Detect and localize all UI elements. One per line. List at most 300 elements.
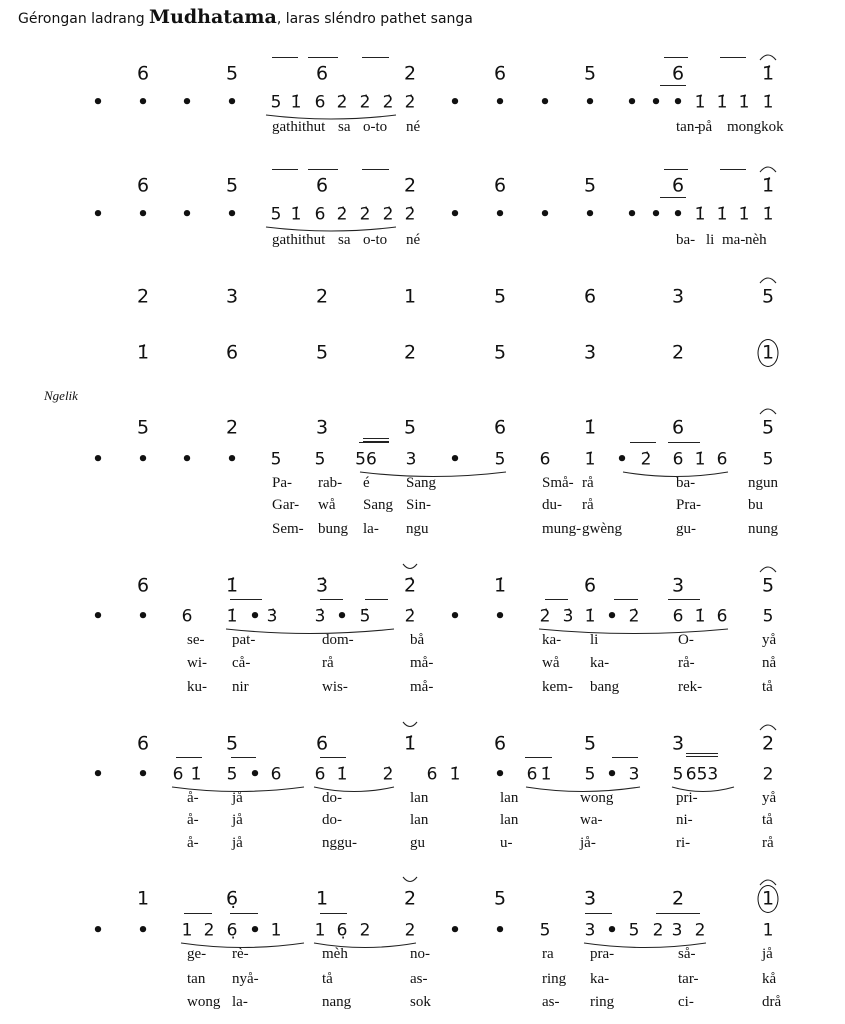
rest-dot: • xyxy=(672,204,684,225)
lyric-syllable: cå- xyxy=(232,655,251,671)
lyric-syllable: ring xyxy=(542,971,567,987)
beam-line xyxy=(320,599,343,600)
beam-line xyxy=(525,757,552,758)
gong-arch xyxy=(760,725,776,730)
balungan-note: 2 xyxy=(671,887,685,910)
balungan-note: 5 xyxy=(583,174,597,197)
balungan-note: 6 xyxy=(136,174,150,197)
lyric-syllable: drå xyxy=(762,994,782,1010)
balungan-note: 6 xyxy=(493,174,507,197)
lyric-syllable: ngun xyxy=(748,475,778,491)
vocal-note: 3̇ xyxy=(266,606,278,627)
slur-mark xyxy=(266,227,396,231)
lyric-syllable: tå xyxy=(322,971,333,987)
vocal-note: 1̇ xyxy=(449,764,461,785)
rest-dot: • xyxy=(584,92,596,113)
lyric-syllable: O- xyxy=(678,632,694,648)
lyric-syllable: Pa- xyxy=(272,475,292,491)
lyric-syllable: tan- xyxy=(676,119,700,135)
lyric-syllable: jå- xyxy=(580,835,596,851)
lyric-syllable: ring xyxy=(590,994,615,1010)
balungan-note: 3 xyxy=(671,574,685,597)
rest-dot: • xyxy=(92,449,104,470)
vocal-note: 6 xyxy=(426,764,438,785)
beam-line xyxy=(660,85,686,86)
lyric-syllable: bang xyxy=(590,679,620,695)
vocal-note: 1 xyxy=(181,920,193,941)
lyric-syllable: o-to xyxy=(363,119,388,135)
lyric-syllable: wå xyxy=(318,497,336,513)
beam-line xyxy=(612,757,638,758)
balungan-note: 5 xyxy=(225,174,239,197)
beam-line xyxy=(545,599,568,600)
balungan-note: 5 xyxy=(403,416,417,439)
lyric-syllable: ku- xyxy=(187,679,207,695)
balungan-note: 1̇ xyxy=(136,341,150,364)
vocal-note: 5̇ xyxy=(359,606,371,627)
lyric-syllable: rek- xyxy=(678,679,703,695)
lyric-syllable: sok xyxy=(410,994,431,1010)
rest-dot: • xyxy=(137,449,149,470)
gong-arch xyxy=(760,409,776,414)
vocal-note: 2 xyxy=(694,920,706,941)
rest-dot: • xyxy=(92,920,104,941)
rest-dot: • xyxy=(92,764,104,785)
lyric-syllable: as- xyxy=(410,971,428,987)
lyric-syllable: la- xyxy=(363,521,379,537)
balungan-note: 6 xyxy=(315,62,329,85)
vocal-note: 2̇ xyxy=(539,606,551,627)
balungan-note: 3 xyxy=(583,887,597,910)
beam-line xyxy=(231,757,256,758)
rest-dot: • xyxy=(626,204,638,225)
vocal-note: 1̇ xyxy=(290,92,302,113)
rest-dot: • xyxy=(181,449,193,470)
rest-dot: • xyxy=(672,92,684,113)
balungan-note: 2 xyxy=(403,887,417,910)
balungan-note: 1̇ xyxy=(761,62,775,85)
vocal-note: 2 xyxy=(762,764,774,785)
vocal-note: 6 xyxy=(181,606,193,627)
balungan-note: 6 xyxy=(136,732,150,755)
rest-dot: • xyxy=(494,920,506,941)
lyric-syllable: ge- xyxy=(187,946,207,962)
vocal-note: 2̇ xyxy=(382,92,394,113)
lyric-syllable: rab- xyxy=(318,475,343,491)
balungan-note: 5 xyxy=(225,62,239,85)
lyric-syllable: å- xyxy=(187,835,199,851)
vocal-note: 6 xyxy=(539,449,551,470)
balungan-note: 3 xyxy=(225,285,239,308)
lyric-syllable: bu xyxy=(748,497,763,513)
beam-line xyxy=(272,169,298,170)
vocal-note: 6 xyxy=(672,606,684,627)
lyric-syllable: nå xyxy=(762,655,777,671)
lyric-syllable: bung xyxy=(318,521,348,537)
balungan-note: 5 xyxy=(493,341,507,364)
lyric-syllable: jå xyxy=(232,835,243,851)
piece-title: Mudhatama xyxy=(149,6,277,28)
balungan-note: 5 xyxy=(761,416,775,439)
rest-dot: • xyxy=(92,92,104,113)
vocal-note: 1̇ xyxy=(190,764,202,785)
balungan-note: 5 xyxy=(493,285,507,308)
rest-dot: • xyxy=(539,204,551,225)
rest-dot: • xyxy=(336,606,348,627)
rest-dot: • xyxy=(137,920,149,941)
lyric-syllable: Sem- xyxy=(272,521,304,537)
lyric-syllable: rå xyxy=(582,497,594,513)
balungan-note: 1̇ xyxy=(761,174,775,197)
gong-arch xyxy=(760,167,776,172)
vocal-note: 5 xyxy=(270,204,282,225)
balungan-note: 6 xyxy=(493,62,507,85)
slur-mark xyxy=(539,629,728,634)
lyric-syllable: pra- xyxy=(590,946,615,962)
lyric-syllable: Gar- xyxy=(272,497,300,513)
vocal-note: 1̇ xyxy=(694,92,706,113)
gong-arch xyxy=(760,567,776,572)
gong-arch xyxy=(760,55,776,60)
rest-dot: • xyxy=(606,920,618,941)
vocal-note: 2 xyxy=(203,920,215,941)
balungan-note: 6 xyxy=(315,174,329,197)
vocal-note: 6 xyxy=(314,764,326,785)
beam-line xyxy=(664,57,688,58)
rest-dot: • xyxy=(226,449,238,470)
lyric-syllable: du- xyxy=(542,497,562,513)
lyric-syllable: yå xyxy=(762,632,777,648)
lyric-syllable: mongkok xyxy=(727,119,784,135)
lyric-syllable: pat- xyxy=(232,632,256,648)
lyric-syllable: né xyxy=(406,119,421,135)
vocal-note: 3 xyxy=(405,449,417,470)
balungan-note: 5 xyxy=(225,732,239,755)
rest-dot: • xyxy=(449,920,461,941)
vocal-note: 5 xyxy=(270,92,282,113)
lyric-syllable: wå xyxy=(542,655,560,671)
beam-line xyxy=(184,913,212,914)
vocal-note: 3 xyxy=(584,920,596,941)
lyric-syllable: nang xyxy=(322,994,352,1010)
balungan-note: 6 xyxy=(136,574,150,597)
breve-mark xyxy=(403,564,417,569)
lyric-syllable: bå xyxy=(410,632,425,648)
vocal-note: 2 xyxy=(404,920,416,941)
beam-line xyxy=(308,169,338,170)
vocal-note: 1̇ xyxy=(738,92,750,113)
lyric-syllable: tar- xyxy=(678,971,699,987)
vocal-note: 3̇ xyxy=(562,606,574,627)
rest-dot: • xyxy=(226,204,238,225)
lyric-syllable: ba- xyxy=(676,232,696,248)
lyric-syllable: gu- xyxy=(676,521,696,537)
balungan-note: 1 xyxy=(761,887,775,910)
double-beam-line xyxy=(363,438,389,439)
vocal-note: 3 xyxy=(671,920,683,941)
lyric-syllable: wong xyxy=(187,994,221,1010)
lyric-syllable: no- xyxy=(410,946,430,962)
balungan-note: 1 xyxy=(315,887,329,910)
vocal-note: 6 xyxy=(716,606,728,627)
balungan-note: 6 xyxy=(493,732,507,755)
vocal-note: 5 xyxy=(628,920,640,941)
rest-dot: • xyxy=(137,606,149,627)
rest-dot: • xyxy=(616,449,628,470)
vocal-note: 5 xyxy=(494,449,506,470)
double-beam-line xyxy=(686,756,718,757)
balungan-note: 6 xyxy=(493,416,507,439)
beam-line xyxy=(320,913,347,914)
balungan-note: 1̇ xyxy=(225,574,239,597)
balungan-note: 6 xyxy=(136,62,150,85)
lyric-syllable: as- xyxy=(542,994,560,1010)
vocal-note: 2̇ xyxy=(404,92,416,113)
beam-line xyxy=(362,169,389,170)
vocal-note: 1 xyxy=(762,920,774,941)
double-beam-line xyxy=(686,753,718,754)
rest-dot: • xyxy=(539,92,551,113)
section-label-ngelik: Ngelik xyxy=(44,388,78,403)
lyric-syllable: rå xyxy=(322,655,334,671)
beam-line xyxy=(308,57,338,58)
lyric-syllable: lan xyxy=(500,812,519,828)
balungan-note: 2 xyxy=(225,416,239,439)
vocal-note: 2̇ xyxy=(404,204,416,225)
lyric-syllable: gwèng xyxy=(582,521,622,537)
header-suffix: , laras sléndro pathet sanga xyxy=(276,11,473,27)
vocal-note: 1̇ xyxy=(290,204,302,225)
lyric-syllable: lan xyxy=(500,790,519,806)
balungan-note: 6 xyxy=(583,574,597,597)
vocal-note: 2̇ xyxy=(628,606,640,627)
vocal-note: 1̇ xyxy=(762,92,774,113)
beam-line xyxy=(272,57,298,58)
vocal-note: 5 xyxy=(584,764,596,785)
rest-dot: • xyxy=(449,606,461,627)
lyric-syllable: lan xyxy=(410,790,429,806)
balungan-note: 2 xyxy=(315,285,329,308)
lyric-syllable: sa xyxy=(338,119,351,135)
lyric-syllable: gathithut xyxy=(272,232,326,248)
lyric-syllable: ka- xyxy=(590,655,610,671)
lyric-syllable: ri- xyxy=(676,835,691,851)
balungan-note: 5 xyxy=(315,341,329,364)
lyric-syllable: kå xyxy=(762,971,777,987)
rest-dot: • xyxy=(226,92,238,113)
lyric-syllable: jå xyxy=(762,946,773,962)
beam-line xyxy=(585,913,612,914)
balungan-note: 2 xyxy=(403,341,417,364)
rest-dot: • xyxy=(626,92,638,113)
vocal-note: 1̇ xyxy=(584,449,596,470)
vocal-note: 1 xyxy=(270,920,282,941)
beam-line xyxy=(668,442,700,443)
lyric-syllable: la- xyxy=(232,994,248,1010)
lyric-syllable: yå xyxy=(762,790,777,806)
lyric-syllable: wi- xyxy=(187,655,207,671)
lyric-syllable: do- xyxy=(322,812,342,828)
lyric-syllable: wong xyxy=(580,790,614,806)
balungan-note: 1 xyxy=(761,341,775,364)
rest-dot: • xyxy=(181,92,193,113)
vocal-note: 1̇ xyxy=(226,606,238,627)
rest-dot: • xyxy=(449,92,461,113)
lyric-syllable: o-to xyxy=(363,232,388,248)
lyric-syllable: rå xyxy=(762,835,774,851)
vocal-note: 2̇ xyxy=(404,606,416,627)
rest-dot: • xyxy=(650,92,662,113)
lyric-syllable: do- xyxy=(322,790,342,806)
beam-line xyxy=(668,599,700,600)
lyric-syllable: ka- xyxy=(590,971,610,987)
vocal-note: 2̇ xyxy=(640,449,652,470)
vocal-note: 6 xyxy=(716,449,728,470)
lyric-syllable: nir xyxy=(232,679,249,695)
vocal-note: 2 xyxy=(359,920,371,941)
lyric-syllable: jå xyxy=(232,812,243,828)
balungan-note: 1 xyxy=(403,285,417,308)
balungan-note: 1̇ xyxy=(583,416,597,439)
beam-line xyxy=(630,442,656,443)
vocal-note: 2̇ xyxy=(382,204,394,225)
balungan-note: 2 xyxy=(671,341,685,364)
vocal-note: 1̇ xyxy=(336,764,348,785)
balungan-note: 5 xyxy=(761,574,775,597)
lyric-syllable: å- xyxy=(187,812,199,828)
balungan-note: 3̇ xyxy=(315,574,329,597)
lyric-syllable: ngu xyxy=(406,521,429,537)
lyric-syllable: må- xyxy=(410,655,434,671)
lyric-syllable: gathithut xyxy=(272,119,326,135)
beam-line xyxy=(230,599,262,600)
balungan-note: 6 xyxy=(583,285,597,308)
vocal-note: 6 xyxy=(526,764,538,785)
rest-dot: • xyxy=(249,764,261,785)
lyric-syllable: rå- xyxy=(678,655,695,671)
vocal-note: 5 xyxy=(270,449,282,470)
balungan-note: 6 xyxy=(225,341,239,364)
beam-line xyxy=(320,757,346,758)
vocal-note: 5 xyxy=(226,764,238,785)
vocal-note: 6 xyxy=(672,449,684,470)
rest-dot: • xyxy=(449,204,461,225)
rest-dot: • xyxy=(494,92,506,113)
lyric-syllable: Sang xyxy=(363,497,393,513)
lyric-syllable: dom- xyxy=(322,632,354,648)
lyric-syllable: né xyxy=(406,232,421,248)
rest-dot: • xyxy=(181,204,193,225)
beam-line xyxy=(359,442,389,443)
lyric-syllable: tå xyxy=(762,679,773,695)
balungan-note: 5 xyxy=(583,62,597,85)
balungan-note: 6 xyxy=(671,62,685,85)
vocal-note: 2̇ xyxy=(336,204,348,225)
lyric-syllable: nyå- xyxy=(232,971,259,987)
lyric-syllable: ma- xyxy=(722,232,746,248)
rest-dot: • xyxy=(249,920,261,941)
beam-line xyxy=(176,757,202,758)
lyric-syllable: nèh xyxy=(745,232,767,248)
beam-line xyxy=(720,169,746,170)
balungan-note: 5 xyxy=(583,732,597,755)
vocal-note: 2̇ xyxy=(359,204,371,225)
vocal-note: 5 xyxy=(762,606,774,627)
lyric-syllable: rè- xyxy=(232,946,249,962)
lyric-syllable: tå xyxy=(762,812,773,828)
vocal-note: 5 xyxy=(762,449,774,470)
vocal-note: 6̣ xyxy=(226,920,238,941)
vocal-note: 5 xyxy=(314,449,326,470)
vocal-note: 2 xyxy=(652,920,664,941)
lyric-syllable: u- xyxy=(500,835,513,851)
lyric-syllable: Sang xyxy=(406,475,436,491)
lyric-syllable: pri- xyxy=(676,790,698,806)
beam-line xyxy=(720,57,746,58)
rest-dot: • xyxy=(494,764,506,785)
vocal-note: 5 xyxy=(672,764,684,785)
lyric-syllable: tan xyxy=(187,971,206,987)
vocal-note: 1̇ xyxy=(540,764,552,785)
lyric-syllable: kem- xyxy=(542,679,573,695)
lyric-syllable: é xyxy=(363,475,370,491)
beam-line xyxy=(664,169,688,170)
rest-dot: • xyxy=(92,606,104,627)
vocal-note: 1 xyxy=(314,920,326,941)
vocal-note: 6 xyxy=(314,204,326,225)
lyric-syllable: nung xyxy=(748,521,778,537)
rest-dot: • xyxy=(494,606,506,627)
balungan-note: 2̇ xyxy=(403,574,417,597)
balungan-note: 6̣ xyxy=(225,887,239,910)
balungan-note: 6 xyxy=(315,732,329,755)
vocal-note: 653 xyxy=(685,764,719,785)
balungan-note: 5 xyxy=(136,416,150,439)
vocal-note: 2̇ xyxy=(359,92,371,113)
vocal-note: 3 xyxy=(628,764,640,785)
rest-dot: • xyxy=(449,449,461,470)
lyric-syllable: Små- xyxy=(542,475,574,491)
vocal-note: 6 xyxy=(270,764,282,785)
lyric-syllable: så- xyxy=(678,946,696,962)
vocal-note: 1̇ xyxy=(694,449,706,470)
beam-line xyxy=(614,599,638,600)
vocal-note: 1̇ xyxy=(738,204,750,225)
vocal-note: 6 xyxy=(172,764,184,785)
vocal-note: 56 xyxy=(355,449,377,470)
vocal-note: 1̇ xyxy=(762,204,774,225)
page-header xyxy=(18,6,473,28)
rest-dot: • xyxy=(606,606,618,627)
lyric-syllable: må- xyxy=(410,679,434,695)
double-beam-line xyxy=(363,441,389,442)
lyric-syllable: wa- xyxy=(580,812,603,828)
vocal-note: 1̇ xyxy=(716,92,728,113)
lyric-syllable: li xyxy=(590,632,599,648)
vocal-note: 2̇ xyxy=(382,764,394,785)
balungan-note: 3 xyxy=(583,341,597,364)
vocal-note: 6 xyxy=(314,92,326,113)
lyric-syllable: li xyxy=(706,232,715,248)
lyric-syllable: Sin- xyxy=(406,497,432,513)
lyric-syllable: se- xyxy=(187,632,205,648)
breve-mark xyxy=(403,722,417,727)
rest-dot: • xyxy=(584,204,596,225)
lyric-syllable: wis- xyxy=(322,679,348,695)
vocal-note: 1̇ xyxy=(694,606,706,627)
balungan-note: 3 xyxy=(671,732,685,755)
lyric-syllable: lan xyxy=(410,812,429,828)
